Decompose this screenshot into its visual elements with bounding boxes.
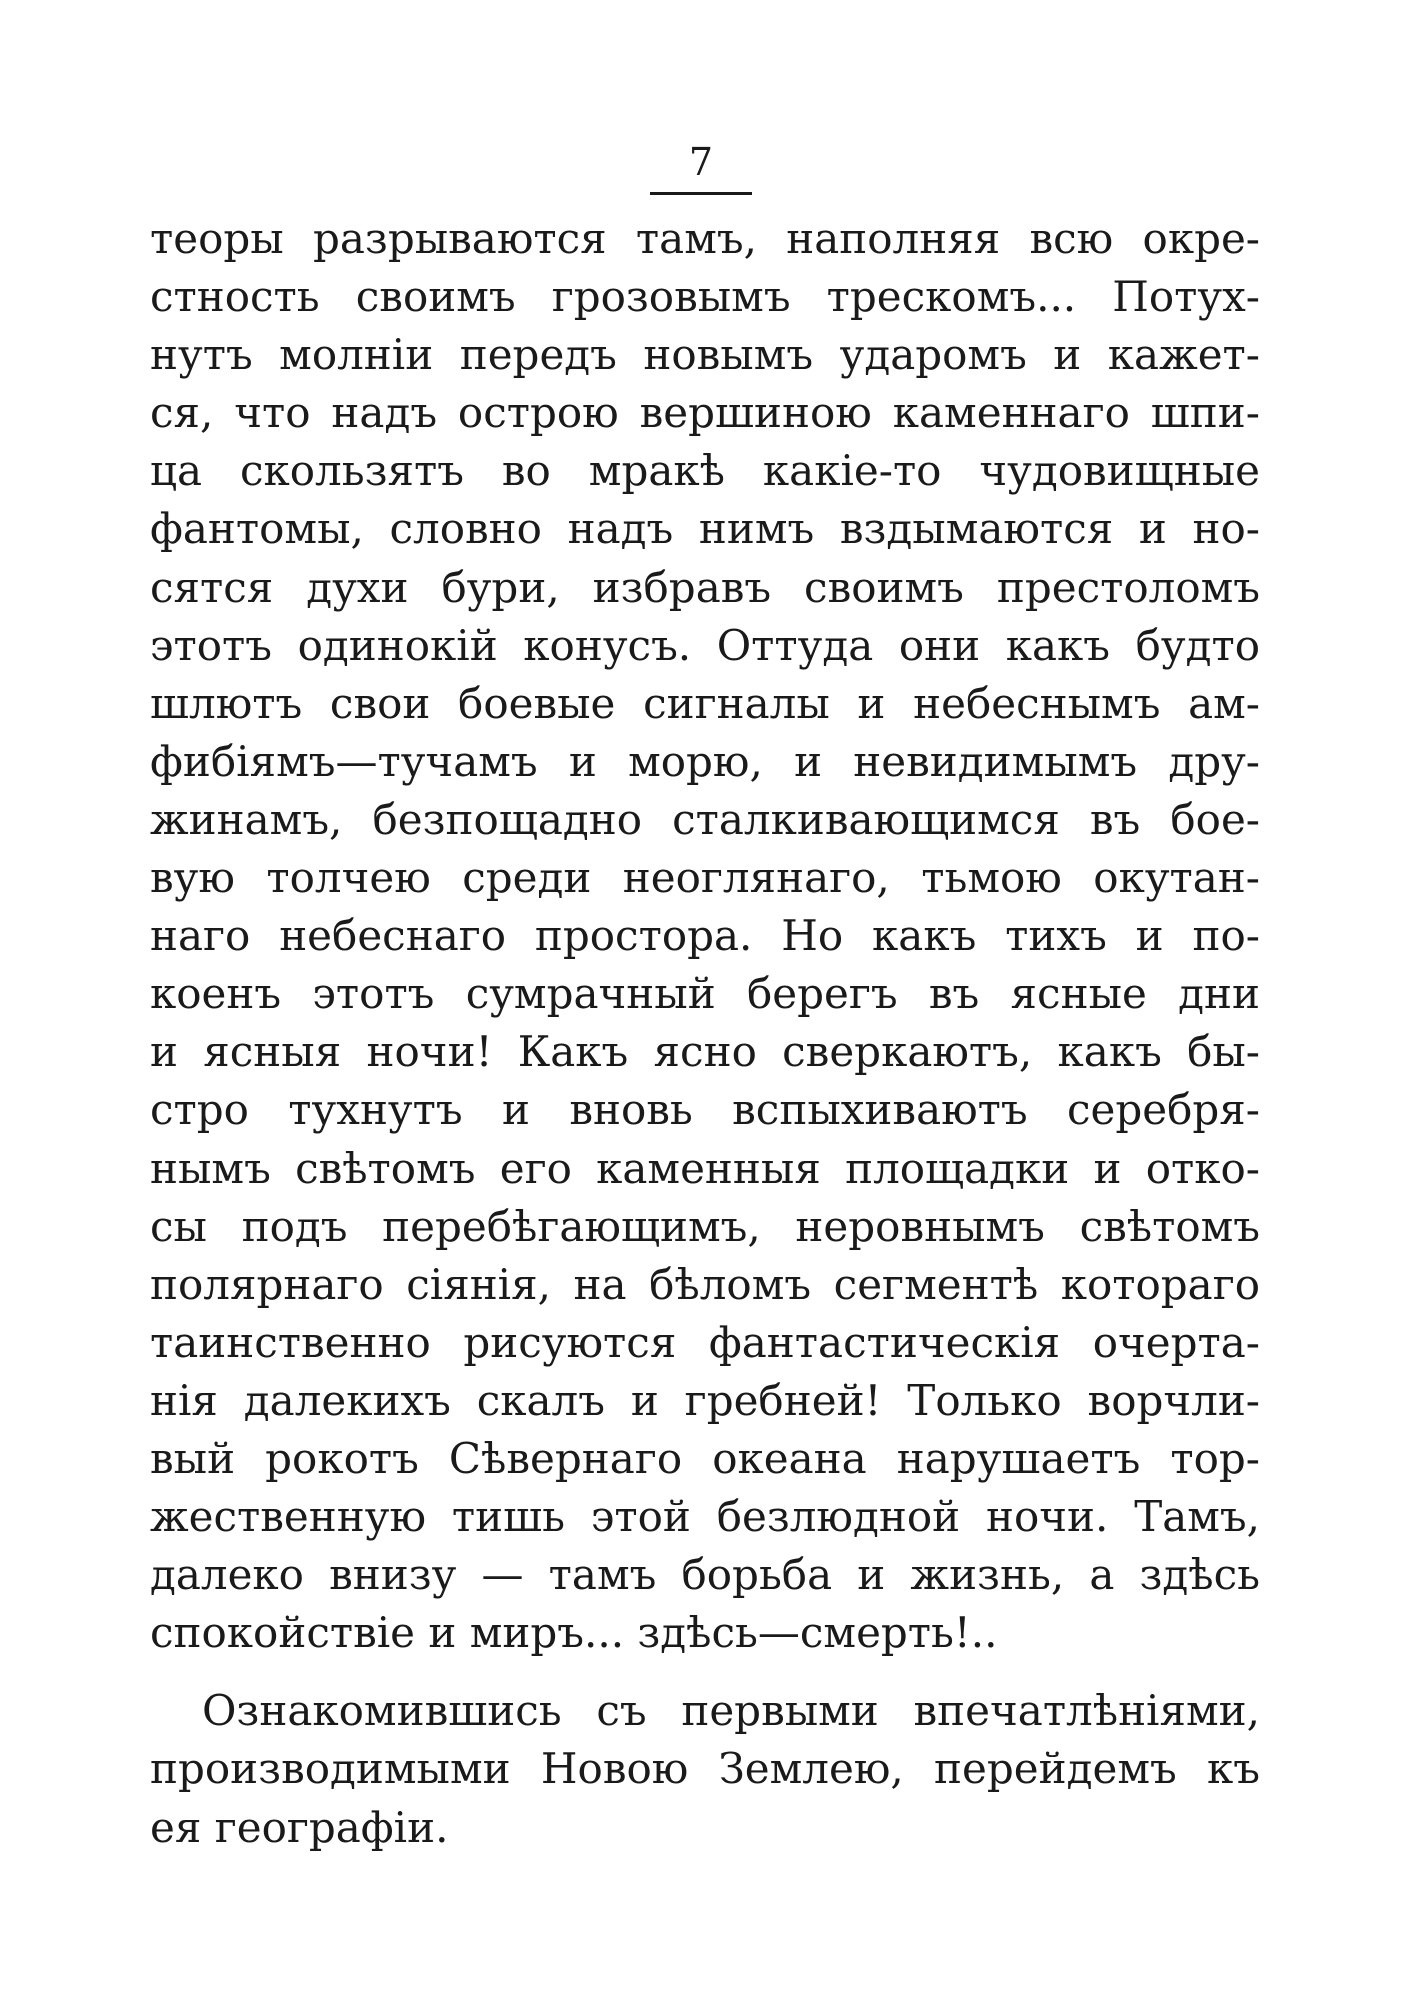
text-line: наго небеснаго простора. Но какъ тихъ и по- [150, 911, 1260, 961]
text-line: вый рокотъ Сѣвернаго океана нарушаетъ тор- [150, 1433, 1260, 1483]
page-number-rule [650, 192, 752, 195]
text-line: теоры разрываются тамъ, наполняя всю окре- [150, 214, 1260, 263]
text-line: ца скользятъ во мракѣ какiе-то чудовищные [150, 446, 1260, 496]
text-line: фантомы, словно надъ нимъ вздымаются и но- [150, 504, 1260, 554]
text-line: этотъ одинокiй конусъ. Оттуда они какъ будто [150, 620, 1260, 670]
text-line: вую толчею среди неоглянаго, тьмою окутан- [150, 853, 1260, 903]
text-line: нымъ свѣтомъ его каменныя площадки и отко- [150, 1143, 1260, 1193]
text-line: жественную тишь этой безлюдной ночи. Тамъ, [150, 1492, 1260, 1542]
paragraph-spacer [150, 1662, 1260, 1682]
text-line: сятся духи бури, избравъ своимъ престоломъ [150, 562, 1260, 612]
text-line: коенъ этотъ сумрачный берегъ въ ясные дни [150, 969, 1260, 1019]
text-line: таинственно рисуются фантастическiя очерта- [150, 1317, 1260, 1367]
text-line: ея географiи. [150, 1802, 449, 1852]
text-line: полярнаго сiянiя, на бѣломъ сегментѣ котораго [150, 1259, 1260, 1309]
text-line: фибiямъ—тучамъ и морю, и невидимымъ дру- [150, 736, 1260, 786]
paragraph-1 [150, 210, 1260, 1662]
paragraph-2 [150, 1682, 1260, 1856]
body-text [150, 210, 1260, 1857]
text-line: нутъ молнiи передъ новымъ ударомъ и кажет- [150, 330, 1260, 380]
text-line: спокойствiе и миръ... здѣсь—смерть!.. [150, 1608, 998, 1658]
text-line: стность своимъ грозовымъ трескомъ... Потух- [150, 272, 1260, 322]
text-line: Ознакомившись съ первыми впечатлѣнiями, [202, 1686, 1260, 1736]
text-line: жинамъ, безпощадно сталкивающимся въ бое- [150, 794, 1260, 844]
text-line: сы подъ перебѣгающимъ, неровнымъ свѣтомъ [150, 1201, 1260, 1251]
text-line: шлютъ свои боевые сигналы и небеснымъ ам- [150, 678, 1260, 728]
text-line: нiя далекихъ скалъ и гребней! Только ворчли- [150, 1375, 1260, 1425]
text-line: производимыми Новою Землею, перейдемъ къ [150, 1744, 1260, 1794]
text-line: ся, что надъ острою вершиною каменнаго шпи- [150, 388, 1260, 438]
text-line: и ясныя ночи! Какъ ясно сверкаютъ, какъ бы- [150, 1027, 1260, 1077]
page-number: 7 [688, 140, 714, 184]
text-line: стро тухнутъ и вновь вспыхиваютъ серебря- [150, 1085, 1260, 1135]
text-line: далеко внизу — тамъ борьба и жизнь, а здѣсь [150, 1550, 1260, 1600]
